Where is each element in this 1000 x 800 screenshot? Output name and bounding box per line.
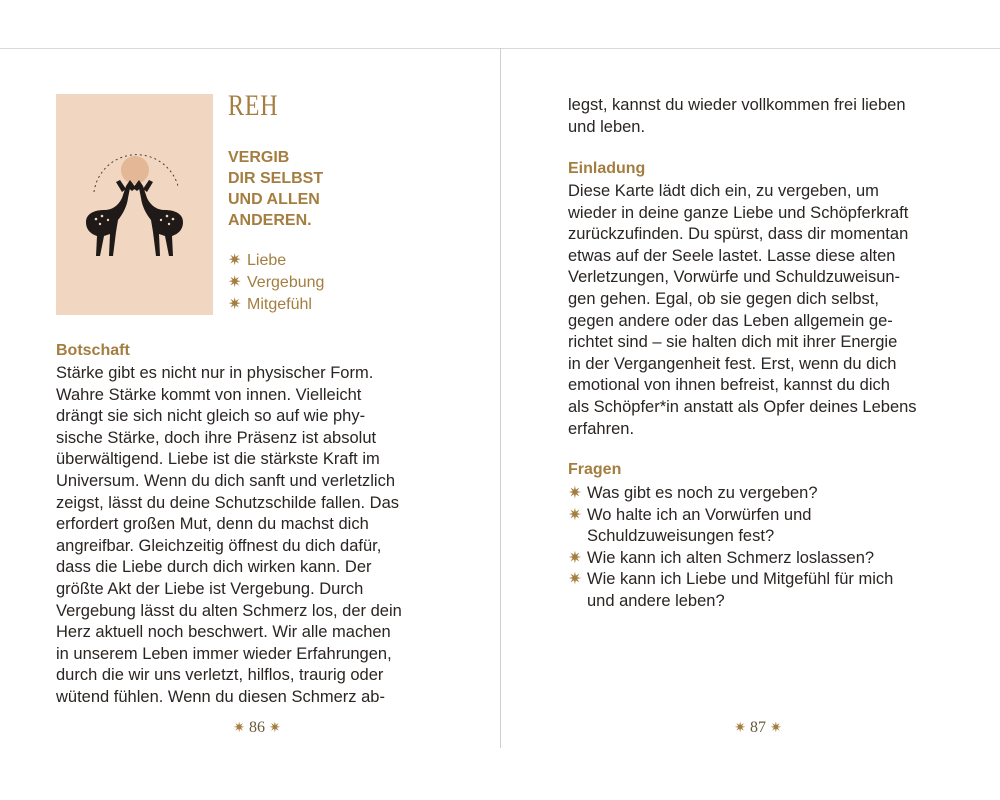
body-line: Vergebung lässt du alten Schmerz los, der dein [56, 601, 402, 620]
keyword-item [228, 294, 324, 316]
section-heading-einladung: Einladung [568, 160, 646, 177]
body-line: Stärke gibt es nicht nur in physischer Form. [56, 364, 374, 382]
body-line: als Schöpfer*in anstatt als Opfer deines Lebens [568, 397, 917, 416]
body-line: Verletzungen, Vorwürfe und Schuldzuweisun- [568, 268, 901, 287]
question-line: und andere leben? [587, 591, 725, 610]
body-line: sische Stärke, doch ihre Präsenz ist absolut [56, 428, 377, 447]
body-line: Herz aktuell noch beschwert. Wir alle machen [56, 623, 391, 642]
star-bullet-icon: ✷ [568, 548, 582, 567]
keyword-label: Vergebung [247, 274, 325, 291]
keyword-label: Liebe [247, 252, 287, 269]
keyword-item [228, 272, 324, 294]
body-line: Wahre Stärke kommt von innen. Vielleicht [56, 385, 362, 404]
star-bullet-icon: ✷ [568, 570, 582, 589]
body-line: legst, kannst du wieder vollkommen frei lieben [568, 96, 906, 114]
message-continuation [568, 95, 906, 138]
body-line: wieder in deine ganze Liebe und Schöpferkraft [568, 203, 909, 222]
body-line: drängt sie sich nicht gleich so auf wie phy- [56, 407, 366, 426]
left-page [0, 49, 500, 749]
affirmation-line: VERGIB [228, 149, 290, 166]
body-line: erfordert großen Mut, denn du machst dich [56, 515, 369, 534]
body-line: wütend fühlen. Wenn du diesen Schmerz ab- [56, 687, 385, 706]
question-item [568, 483, 893, 505]
body-line: überwältigend. Liebe ist die stärkste Kraft im [56, 450, 380, 469]
star-bullet-icon: ✷ [228, 296, 242, 313]
keyword-item [228, 250, 324, 272]
affirmation-line: UND ALLEN [228, 191, 320, 208]
card-keywords [228, 250, 324, 316]
question-item [568, 569, 893, 612]
body-line: dass die Liebe durch dich wirken kann. Der [56, 558, 372, 577]
question-line: Was gibt es noch zu vergeben? [587, 484, 818, 502]
keyword-label: Mitgefühl [247, 296, 312, 313]
body-line: in unserem Leben immer wieder Erfahrungen, [56, 644, 392, 663]
deer-illustration [56, 94, 213, 315]
body-line: gen gehen. Egal, ob sie gegen dich selbst, [568, 289, 879, 308]
affirmation-line: DIR SELBST [228, 170, 324, 187]
body-line: Universum. Wenn du dich sanft und verletzlich [56, 471, 396, 490]
invitation-body [568, 181, 917, 440]
body-line: richtet sind – sie halten dich mit ihrer Energie [568, 333, 898, 352]
body-line: und leben. [568, 117, 646, 136]
body-line: größte Akt der Liebe ist Vergebung. Durch [56, 579, 364, 598]
body-line: in der Vergangenheit fest. Erst, wenn du dich [568, 354, 897, 373]
page-number: 87 [750, 719, 766, 736]
card-affirmation [228, 147, 368, 231]
right-page [501, 49, 1000, 749]
question-line: Wie kann ich alten Schmerz loslassen? [587, 548, 875, 567]
body-line: zurückzufinden. Du spürst, dass dir momentan [568, 225, 909, 244]
message-body [56, 363, 402, 709]
questions-list [568, 483, 893, 613]
star-ornament-icon: ✷ [734, 721, 746, 736]
section-heading-botschaft: Botschaft [56, 342, 130, 359]
page-number-right [708, 719, 808, 737]
star-bullet-icon: ✷ [568, 505, 582, 524]
body-line: etwas auf der Seele lastet. Lasse diese alten [568, 246, 896, 265]
body-line: erfahren. [568, 419, 635, 438]
question-item [568, 548, 893, 570]
card-title: REH [228, 89, 279, 122]
question-line: Wo halte ich an Vorwürfen und [587, 505, 812, 524]
star-bullet-icon: ✷ [228, 274, 242, 291]
page-number: 86 [249, 719, 265, 736]
question-line: Wie kann ich Liebe und Mitgefühl für mich [587, 570, 894, 589]
question-item [568, 505, 893, 548]
star-ornament-icon: ✷ [269, 721, 281, 736]
body-line: angreifbar. Gleichzeitig öffnest du dich dafür, [56, 536, 382, 555]
question-line: Schuldzuweisungen fest? [587, 527, 775, 546]
body-line: durch die wir uns verletzt, hilflos, traurig oder [56, 666, 384, 685]
oracle-card-illustration [56, 94, 213, 315]
star-ornament-icon: ✷ [770, 721, 782, 736]
body-line: Diese Karte lädt dich ein, zu vergeben, um [568, 182, 879, 200]
body-line: zeigst, lässt du deine Schutzschilde fallen. Das [56, 493, 400, 512]
star-bullet-icon: ✷ [228, 252, 242, 269]
page-number-left [207, 719, 307, 737]
star-ornament-icon: ✷ [233, 721, 245, 736]
section-heading-fragen: Fragen [568, 461, 622, 478]
body-line: gegen andere oder das Leben allgemein ge- [568, 311, 893, 330]
body-line: emotional von ihnen befreist, kannst du dich [568, 376, 890, 395]
affirmation-line: ANDEREN. [228, 212, 312, 229]
star-bullet-icon: ✷ [568, 484, 582, 502]
